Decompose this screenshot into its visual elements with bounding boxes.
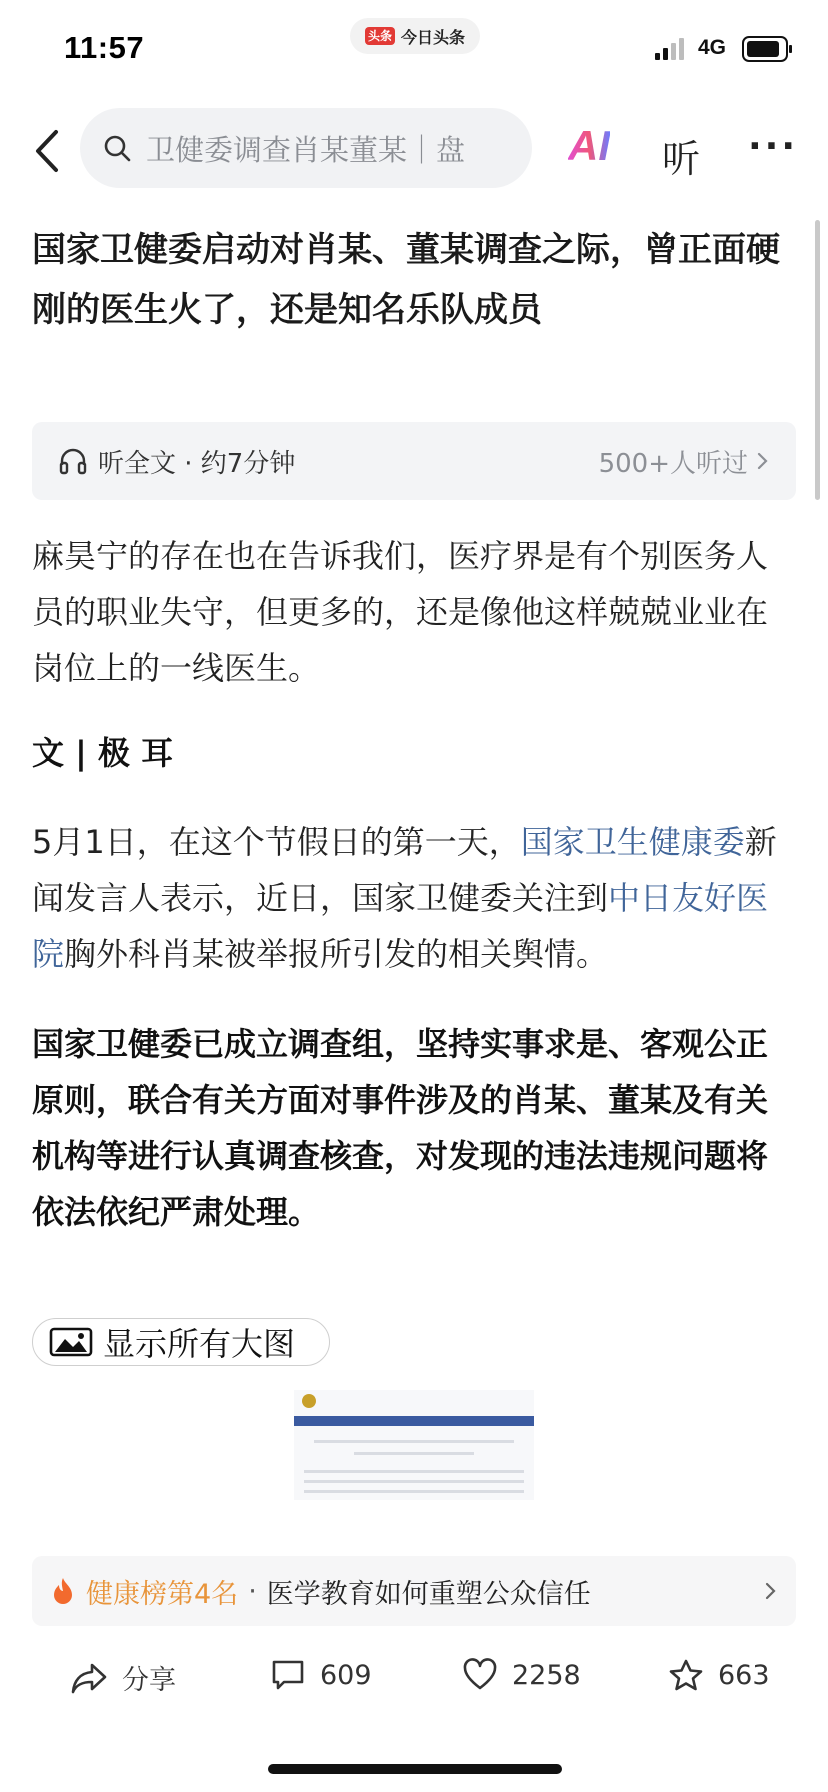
back-icon[interactable]	[30, 126, 70, 176]
article-paragraph: 麻昊宁的存在也在告诉我们，医疗界是有个别医务人员的职业失守，但更多的，还是像他这样兢兢业业在岗位上的一线医生。	[32, 537, 769, 687]
listen-button[interactable]: 听	[662, 137, 701, 181]
network-type: 4G	[698, 36, 727, 59]
link-hospital[interactable]: 中日友好医院	[32, 879, 769, 973]
comment-button[interactable]	[270, 1658, 372, 1692]
chevron-right-icon	[756, 450, 770, 472]
action-bar	[0, 1640, 828, 1714]
chevron-right-icon	[764, 1580, 778, 1602]
show-all-images-button[interactable]	[32, 1318, 330, 1366]
like-count: 2258	[512, 1659, 581, 1691]
favorite-count: 663	[718, 1659, 770, 1691]
battery-icon	[742, 36, 794, 62]
app-name: 今日头条	[401, 27, 466, 47]
show-images-label: 显示所有大图	[103, 1325, 296, 1363]
scrollbar[interactable]	[815, 220, 820, 500]
health-ranking-bar[interactable]	[32, 1556, 796, 1626]
app-logo: 头条	[365, 27, 395, 45]
search-query: 卫健委调查肖某董某｜盘	[146, 132, 466, 167]
share-button[interactable]	[70, 1658, 176, 1697]
headphones-icon	[58, 446, 88, 476]
star-icon	[668, 1658, 704, 1692]
search-input[interactable]	[80, 108, 532, 188]
audio-label: 听全文 · 约7分钟	[98, 448, 296, 479]
paragraph-text: 新闻发言人表示，近日，国家卫健委关注到	[32, 823, 777, 917]
rank-label: 健康榜第4名	[86, 1578, 239, 1610]
comment-icon	[270, 1658, 306, 1692]
share-icon	[70, 1661, 108, 1695]
link-nhc[interactable]: 国家卫生健康委	[520, 823, 745, 861]
article-paragraph-bold: 国家卫健委已成立调查组，坚持实事求是、客观公正原则，联合有关方面对事件涉及的肖某、董某及有关机构等进行认真调查核查，对发现的违法违规问题将依法依纪严肃处理。	[32, 1025, 769, 1231]
home-indicator[interactable]	[268, 1764, 562, 1774]
audio-listener-count: 500+人听过	[598, 448, 748, 479]
article-title: 国家卫健委启动对肖某、董某调查之际，曾正面硬刚的医生火了，还是知名乐队成员	[32, 230, 780, 330]
paragraph-text: 胸外科肖某被举报所引发的相关舆情。	[64, 935, 609, 973]
nav-bar	[0, 108, 828, 192]
paragraph-text: 5月1日，在这个节假日的第一天，	[32, 823, 521, 861]
heart-icon	[462, 1658, 498, 1692]
article-image[interactable]	[294, 1390, 534, 1500]
flame-icon	[50, 1576, 76, 1606]
emblem-icon	[302, 1394, 316, 1408]
comment-count: 609	[320, 1659, 372, 1691]
status-time: 11:57	[64, 30, 145, 65]
signal-icon	[655, 38, 689, 60]
like-button[interactable]	[462, 1658, 581, 1692]
image-icon	[49, 1327, 93, 1357]
more-button[interactable]: ···	[748, 126, 799, 167]
app-indicator-pill[interactable]	[350, 18, 480, 54]
search-icon	[102, 133, 132, 163]
article-paragraph	[32, 814, 796, 982]
rank-separator: ·	[248, 1575, 257, 1607]
share-label: 分享	[122, 1665, 176, 1696]
rank-topic: 医学教育如何重塑公众信任	[266, 1578, 591, 1610]
ai-button[interactable]: AI	[568, 122, 610, 169]
article-byline: 文 | 极 耳	[32, 734, 174, 772]
status-bar	[0, 0, 828, 100]
listen-full-article-bar[interactable]	[32, 422, 796, 500]
favorite-button[interactable]	[668, 1658, 770, 1692]
